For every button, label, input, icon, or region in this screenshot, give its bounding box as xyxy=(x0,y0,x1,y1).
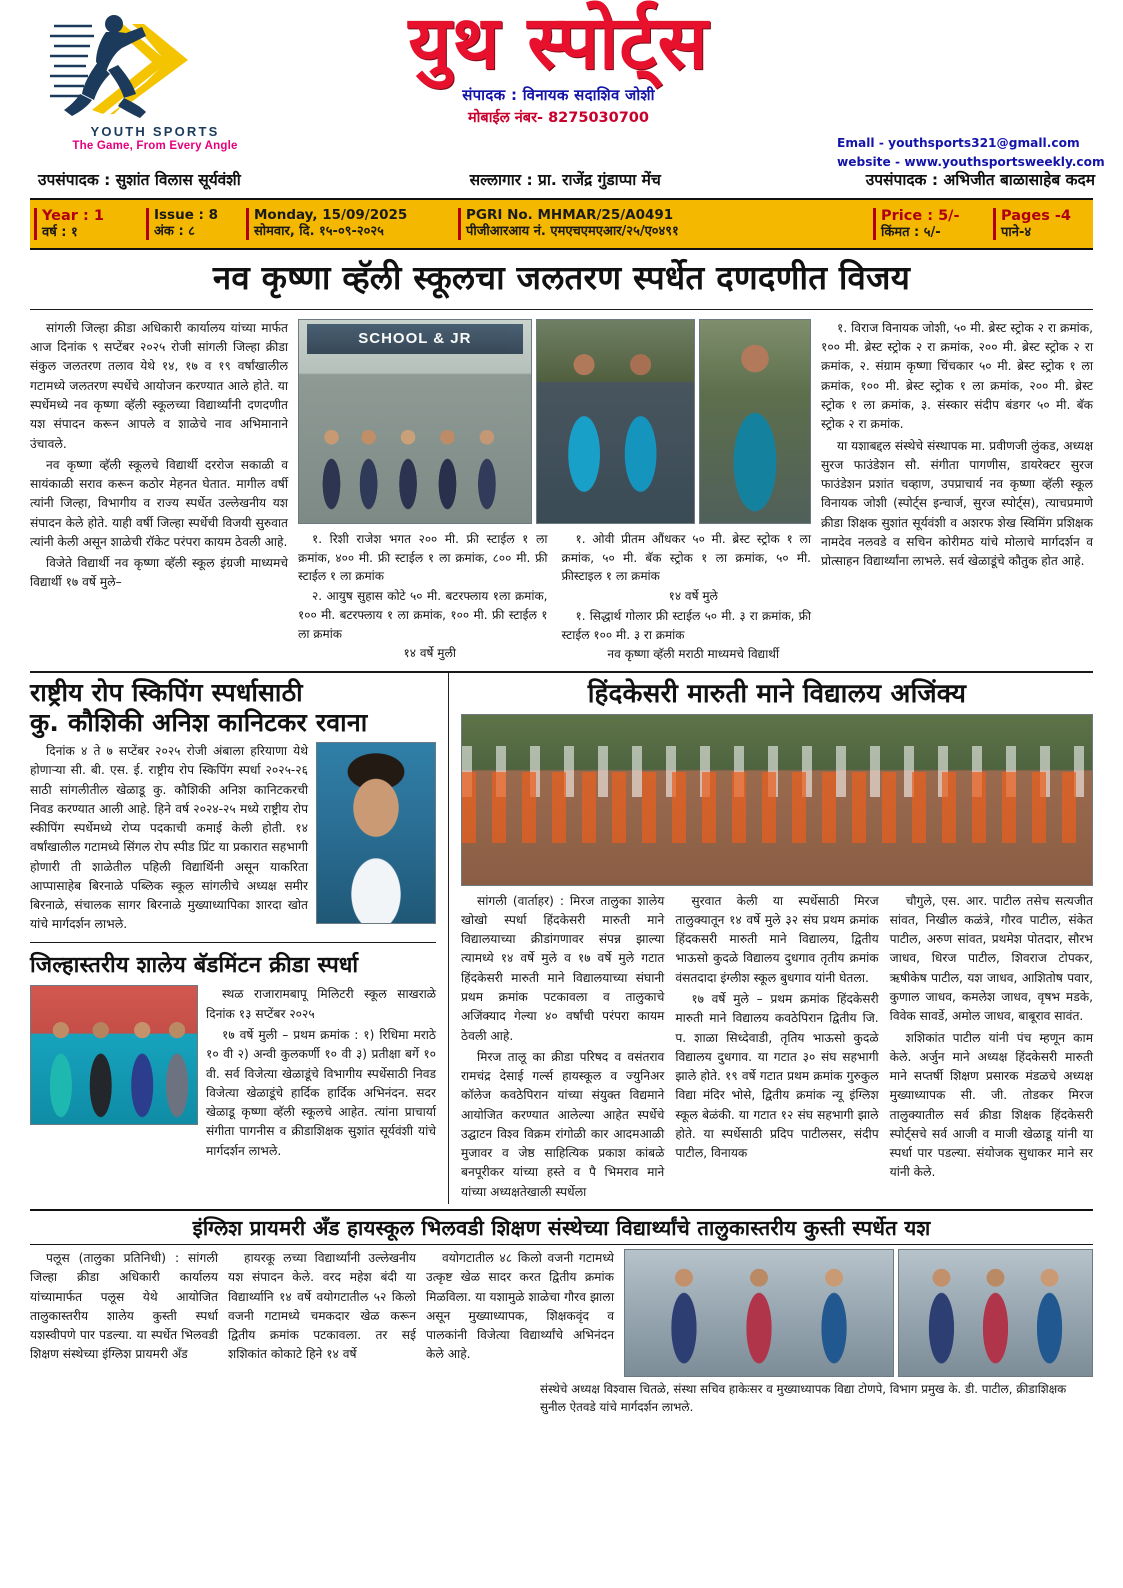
mobile-line: मोबाईल नंबर- 8275030700 xyxy=(468,110,649,127)
paragraph: पलूस (तालुका प्रतिनिधी) : सांगली जिल्हा क्रीडा अधिकारी कार्यालय यांच्यामार्फत पलूस येथे आयोजित तालुकास्तरीय शालेय कुस्ती स्पर्धा यशस्वीपणे पार पडल्या. या स्पर्धेत भिलवडी शिक्षण संस्थेच्या इंग्लिश प्रायमरी अँड xyxy=(30,1251,218,1362)
rope-text xyxy=(30,742,308,937)
article-khokho xyxy=(448,673,1093,1204)
swimming-photo-row xyxy=(298,319,811,524)
website-line[interactable]: website - www.youthsportsweekly.com xyxy=(837,154,1105,169)
article-swimming xyxy=(30,250,1093,665)
photo-wrestling-winners xyxy=(898,1249,1093,1377)
info-pages xyxy=(989,200,1093,248)
logo-tagline: The Game, From Every Angle xyxy=(72,140,238,152)
wrestling-photo-row xyxy=(624,1249,1093,1377)
paragraph: सुरवात केली या स्पर्धेसाठी मिरज तालुक्यातून १४ वर्षे मुले ३२ संघ प्रथम क्रमांक हिंदकसरी मारुती माने विद्यालय, द्वितीय भाऊसो कुदळे विद्यालय दुधगाव तृतीय क्रमांक वंसतदादा इंग्लीश स्कूल बुधगाव यांनी घेतला. xyxy=(675,893,879,985)
paragraph: मिरज तालू का क्रीडा परिषद व वसंतराव रामचंद्र देसाई गर्ल्स हायस्कूल व ज्युनिअर कॉलेज कवठेपिरान यांच्या संयुक्त विद्यमाने आयोजित करण्यात आलेल्या आहेत स्पर्धेचे उद्घाटन विश्व विक्रम रांगोळी कार आदमआळी मुजावर व जेष्ठ साहित्यिक प्रकाश कांबळे बनपूरीकर यांच्या हस्ते व पै भिमराव माने यांच्या अध्यक्षतेखाली स्पर्धेला xyxy=(461,1049,665,1199)
divider xyxy=(30,942,436,943)
paper-title: युथ स्पोर्ट्स xyxy=(408,0,709,86)
sub-editor-left: उपसंपादक : सुशांत विलास सूर्यवंशी xyxy=(38,171,241,189)
wrestling-headline-band xyxy=(30,1209,1093,1245)
photo-banner-text: SCHOOL & JR xyxy=(307,324,523,354)
contact-block xyxy=(837,6,1105,172)
photo-poolside-swimmers xyxy=(536,319,695,524)
content-area xyxy=(0,250,1123,1416)
info-pgri-mr: पीजीआरआय नं. एमएचएमएआर/२५/ए०४९१ xyxy=(466,224,679,240)
caption-group-label: १४ वर्षे मुले xyxy=(668,589,718,604)
khokho-col-1 xyxy=(461,892,664,1204)
article-badminton xyxy=(30,948,436,1163)
middle-section xyxy=(30,673,1093,1204)
khokho-headline: हिंदकेसरी मारुती माने विद्यालय अजिंक्य xyxy=(587,678,967,709)
rope-headline xyxy=(30,673,436,742)
info-pgri-en: PGRI No. MHMAR/25/A0491 xyxy=(466,207,674,224)
swimming-body xyxy=(30,315,1093,665)
rope-headline-line2: कु. कौशिकी अनिश कानिटकर रवाना xyxy=(30,708,368,738)
divider xyxy=(30,309,1093,310)
caption-school-label: नव कृष्णा व्हॅली मराठी माध्यमचे विद्यार्थी xyxy=(607,647,780,662)
paragraph: शशिकांत पाटील यांनी पंच म्हणून काम केले. अर्जुन माने अध्यक्ष हिंदकेसरी मारुती माने सप्तर्षी शिक्षण प्रसारक मंडळचे अध्यक्ष मुख्याध्यापक सी. जी. तोडकर मिरज तालुक्यातील सर्व क्रीडा शिक्षक हिंदकेसरी स्पोर्ट्सचे सर्व आजी व माजी खेळाडू यांनी या स्पर्धा पार पडल्या. संयोजक सुधाकर माने सर यांनी केले. xyxy=(889,1030,1093,1180)
rope-headline-line1: राष्ट्रीय रोप स्किपिंग स्पर्धासाठी xyxy=(30,677,303,707)
logo-block xyxy=(30,6,280,152)
spacer xyxy=(30,1377,530,1416)
paragraph: विजेते विद्यार्थी नव कृष्णा व्हॅली स्कूल इंग्रजी माध्यमचे विद्यार्थी १७ वर्षे मुले– xyxy=(30,556,288,590)
running-athlete-logo-icon xyxy=(48,10,263,122)
caption-group-label: १४ वर्षे मुली xyxy=(403,646,456,661)
info-issue xyxy=(142,200,242,248)
masthead xyxy=(0,0,1123,180)
photo-swimmer-portrait xyxy=(699,319,811,524)
title-block xyxy=(280,0,837,127)
paragraph: दिनांक ४ ते ७ सप्टेंबर २०२५ रोजी अंबाला हरियाणा येथे होणाऱ्या सी. बी. एस. ई. राष्ट्रीय रोप स्किपिंग स्पर्धा २०२५-२६ साठी सांगलीतील खेळाडू कु. कौशिकी अनिश कानिटकरची निवड करण्यात आली आहे. हिने वर्ष २०२४-२५ मध्ये राष्ट्रीय रोप स्कीपिंग स्पर्धेमध्ये रोप्य पदकाची कमाई केली होती. १४ वर्षांखालील गटामध्ये सिंगल रोप स्पीड प्रिंट या प्रकारात सहभागी होणारी ती शाळेतील पहिली विद्यार्थिनी असून याकरिता आप्पासाहेब बिरनाळे पब्लिक स्कूल सांगलीचे अध्यक्ष समीर बिरनाळे, संचालक सागर बिरनाळे मुख्याध्यापिका शारदा खोत यांचे मार्गदर्शन लाभले. xyxy=(30,743,308,932)
badminton-body xyxy=(30,985,436,1162)
editor-line: संपादक : विनायक सदाशिव जोशी xyxy=(462,86,655,105)
swimming-captions xyxy=(298,530,811,665)
swimming-col-left xyxy=(30,319,288,665)
paragraph: स्थळ राजारामबापू मिलिटरी स्कूल साखराळे दिनांक १३ सप्टेंबर २०२५ xyxy=(206,987,436,1021)
paragraph: नव कृष्णा व्हॅली स्कूलचे विद्यार्थी दररोज सकाळी व सायंकाळी सराव करून कठोर मेहनत घेतात. मागील वर्षी त्यांनी जिल्हा, विभागीय व राज्य स्पर्धेत उल्लेखनीय यश संपादन केले होते. याही वर्षी जिल्हा स्पर्धेची विजयी सुरुवात त्यांनी केली असून शाळेची रॉकेट परंपरा कायम ठेवली आहे. xyxy=(30,457,288,549)
paragraph: चौगुले, एस. आर. पाटील तसेच सत्यजीत सांवत, निखील कळंत्रे, गौरव पाटील, संकेत पाटील, अरुण सांवत, प्रथमेश पोतदार, सौरभ जाधव, धिरज पाटील, शिवराज टोपकर, ऋषीकेष पाटील, यश जाधव, आशितोष पवार, कुणाल जाधव, कमलेश जाधव, वृषभ मडके, विवेक सावर्डे, अमोल जाधव, बाबूराव सावंत. xyxy=(889,893,1093,1024)
publication-info-bar xyxy=(30,198,1093,250)
wrestling-col-3 xyxy=(426,1249,614,1377)
khokho-col-3 xyxy=(890,892,1093,1204)
paragraph: १७ वर्षे मुले – प्रथम क्रमांक हिंदकेसरी मारुती माने विद्यालय कवठेपिरान द्वितीय जि. प. शाळा सिध्देवाडी, तृतिय भाऊसो कुदळे विद्यालय दुधगाव. या गटात ३० संघ सहभागी झाले होते. १९ वर्षे गटात प्रथम क्रमांक गुरुकुल विद्या मंदिर भोसे, द्वितीय क्रमांक न्यू इंग्लिश स्कूल बेळंकी. या गटात १२ संघ सहभागी झाले होते. या स्पर्धेसाठी प्रदिप पाटीलसर, संदीप पाटील, विनायक xyxy=(675,991,879,1161)
photo-badminton-winners xyxy=(30,985,198,1125)
paragraph: १. विराज विनायक जोशी, ५० मी. ब्रेस्ट स्ट्रोक २ रा क्रमांक, १०० मी. ब्रेस्ट स्ट्रोक २ रा क्रमांक, २०० मी. ब्रेस्ट स्ट्रोक २ रा क्रमांक, २. संग्राम कृष्णा चिंचकार ५० मी. ब्रेस्ट स्ट्रोक १ ला क्रमांक, १०० मी. ब्रेस्ट स्ट्रोक १ ला क्रमांक, २०० मी. ब्रेस्ट स्ट्रोक १ ला क्रमांक, ३. संस्कार संदीप बंडगर ५० मी. बॅक स्ट्रोक २ रा क्रमांक. xyxy=(821,320,1093,432)
caption-column-left xyxy=(298,530,548,665)
info-pgri xyxy=(454,200,869,248)
badminton-text xyxy=(206,985,436,1162)
swimming-col-middle xyxy=(298,319,811,665)
khokho-col-2 xyxy=(675,892,878,1204)
info-price xyxy=(869,200,989,248)
info-pages-en: Pages -4 xyxy=(1001,207,1072,224)
caption-column-right xyxy=(562,530,812,665)
email-line[interactable]: Emall - youthsports321@gmall.com xyxy=(837,136,1080,150)
info-year-en: Year : 1 xyxy=(42,207,104,224)
wrestling-caption: संस्थेचे अध्यक्ष विश्वास चितळे, संस्था सचिव हाकेःसर व मुख्याध्यापक विद्या टोणपे, विभाग प्रमुख के. डी. पाटील, क्रीडाशिक्षक सुनील ऐतवडे यांचे मार्गदर्शन लाभले. xyxy=(540,1382,1067,1414)
paragraph: हायरकू लच्या विद्यार्थ्यांनी उल्लेखनीय यश संपादन केले. वरद महेश बंदी या विद्यार्थ्यानि १४ वर्षे वयोगटातील ५२ किलो वजनी गटामध्ये चमकदार खेळ करून द्वितीय क्रमांक पटकावला. तर सई शशिकांत कोकाटे हिने १४ वर्षे xyxy=(228,1251,416,1362)
article-rope-skipping xyxy=(30,673,436,937)
info-pages-mr: पाने-४ xyxy=(1001,224,1032,240)
info-price-mr: किंमत : ५/- xyxy=(881,224,941,240)
wrestling-body xyxy=(30,1249,1093,1377)
khokho-columns xyxy=(461,892,1093,1204)
sub-editor-right: उपसंपादक : अभिजीत बाळासाहेब कदम xyxy=(865,171,1095,189)
paragraph: १७ वर्षे मुली – प्रथम क्रमांक : १) रिधिमा मराठे १० वी २) अन्वी कुलकर्णी १० वी ३) प्रतीक्षा बर्गे १० वी. सर्व विजेत्या खेळाडूंचे विभागीय स्पर्धेसाठी निवड विजेत्या खेळाडूंचे हार्दिक हार्दिक अभिनंदन. सदर खेळाडू कृष्णा व्हॅली स्कूलचे आहेत. त्यांना प्राचार्या संगीता पागनीस व क्रीडाशिक्षक सुशांत सूर्यवंशी यांचे मार्गदर्शन लाभले. xyxy=(206,1027,436,1158)
info-year-mr: वर्ष : १ xyxy=(42,224,78,240)
caption-line: १. ओवी प्रीतम औंधकर ५० मी. ब्रेस्ट स्ट्रोक १ ला क्रमांक, ५० मी. बॅक स्ट्रोक १ ला क्रमांक, ५० मी. फ्रीस्टाइल १ ला क्रमांक xyxy=(561,531,811,584)
caption-line: १. सिद्धार्थ गोलार फ्री स्टाईल ५० मी. ३ रा क्रमांक, फ्री स्टाईल १०० मी. ३ रा क्रमांक xyxy=(561,608,811,642)
paragraph: सांगली (वार्ताहर) : मिरज तालुका शालेय खोखो स्पर्धा हिंदकेसरी मारुती माने विद्यालयाच्या क्रीडांगणावर संपन्न झाल्या त्यामध्ये १४ वर्षे मुले व १७ वर्षे मुले गटात हिंदकेसरी मारुती माने विद्यालयाच्या संघानी प्रथम क्रमांक पटकावला व तालुकाचे अजिंक्याद गेल्या ४० वर्षांची परंपरा कायम ठेवली आहे. xyxy=(461,893,665,1043)
photo-school-medal-ceremony xyxy=(298,319,532,524)
caption-line: २. आयुष सुहास कोटे ५० मी. बटरफ्लाय १ला क्रमांक, १०० मी. बटरफ्लाय १ ला क्रमांक, १०० मी. फ्री स्टाईल १ ला क्रमांक xyxy=(298,589,548,641)
info-price-en: Price : 5/- xyxy=(881,207,960,224)
paragraph: या यशाबद्दल संस्थेचे संस्थापक मा. प्रवीणजी लुंकड, अध्यक्ष सुरज फाउंडेशन सौ. संगीता पागणीस, डायरेक्टर सुरज फाउंडेशन प्रशांत चव्हाण, उपप्राचार्य नव कृष्णा व्हॅली स्कूल विनायक जोशी (स्पोर्ट्स इन्चार्ज, सुरज स्पोर्ट्स), त्याचप्रमाणे क्रीडा शिक्षक सुशांत सूर्यवंशी व अशरफ शेख स्विमिंग प्रशिक्षक नामदेव नलवडे व सचिन कोरीमठ यांचे मोलाचे मार्गदर्शन व प्रोत्साहन विद्यार्थ्यांना लाभले. सर्व खेळाडूंचे कौतुक होत आहे. xyxy=(821,438,1093,569)
swimming-headline: नव कृष्णा व्हॅली स्कूलचा जलतरण स्पर्धेत दणदणीत विजय xyxy=(212,258,911,297)
photo-wrestling-award xyxy=(624,1249,894,1377)
advisor: सल्लागार : प्रा. राजेंद्र गुंडाप्पा मेंच xyxy=(469,171,661,189)
swimming-col-right xyxy=(821,319,1093,665)
rope-body xyxy=(30,742,436,937)
left-stack xyxy=(30,673,436,1204)
paragraph: वयोगटातील ४८ किलो वजनी गटामध्ये उत्कृष्ट खेळ सादर करत द्वितीय क्रमांक मिळविला. या यशामुळे शाळेचा गौरव झाला असून मुख्याध्यापक, शिक्षकवृंद व पालकांनी विजेत्या विद्यार्थ्यांचे अभिनंदन केले आहे. xyxy=(426,1251,614,1362)
caption-line: १. रिशी राजेश भगत २०० मी. फ्री स्टाईल १ ला क्रमांक, ४०० मी. फ्री स्टाईल १ ला क्रमांक, ८०० मी. फ्री स्टाईल १ ला क्रमांक xyxy=(298,531,548,584)
photo-khokho-team-group xyxy=(461,714,1093,886)
info-issue-mr: अंक : ८ xyxy=(154,224,195,240)
info-date-en: Monday, 15/09/2025 xyxy=(254,207,408,224)
wrestling-col-1 xyxy=(30,1249,218,1377)
wrestling-col-2 xyxy=(228,1249,416,1377)
paragraph: सांगली जिल्हा क्रीडा अधिकारी कार्यालय यांच्या मार्फत आज दिनांक ९ सप्टेंबर २०२५ रोजी सांगली जिल्हा क्रीडा संकुल जलतरण तलाव येथे १४, १७ व १९ वर्षांखालील गटामध्ये जलतरण स्पर्धेचे आयोजन करण्यात आले होते. या स्पर्धेमध्ये नव कृष्णा व्हॅली स्कूलच्या विद्यार्थ्यांनी दणदणीत यश संपादन करून आपले व शाळेचे नाव अभिमानाने उंचावले. xyxy=(30,320,288,451)
wrestling-headline: इंग्लिश प्रायमरी अँड हायस्कूल भिलवडी शिक्षण संस्थेच्या विद्यार्थ्यांचे तालुकास्तरीय कुस्ती स्पर्धेत यश xyxy=(192,1215,931,1240)
info-year xyxy=(30,200,142,248)
info-date-mr: सोमवार, दि. १५-०९-२०२५ xyxy=(254,224,384,240)
info-date xyxy=(242,200,454,248)
logo-wordmark: YOUTH SPORTS xyxy=(90,124,220,139)
wrestling-caption-row xyxy=(30,1377,1093,1416)
info-issue-en: Issue : 8 xyxy=(154,207,219,224)
badminton-headline: जिल्हास्तरीय शालेय बॅडमिंटन क्रीडा स्पर्धा xyxy=(30,952,359,978)
photo-kaushiki-kanitkar-portrait xyxy=(316,742,436,924)
